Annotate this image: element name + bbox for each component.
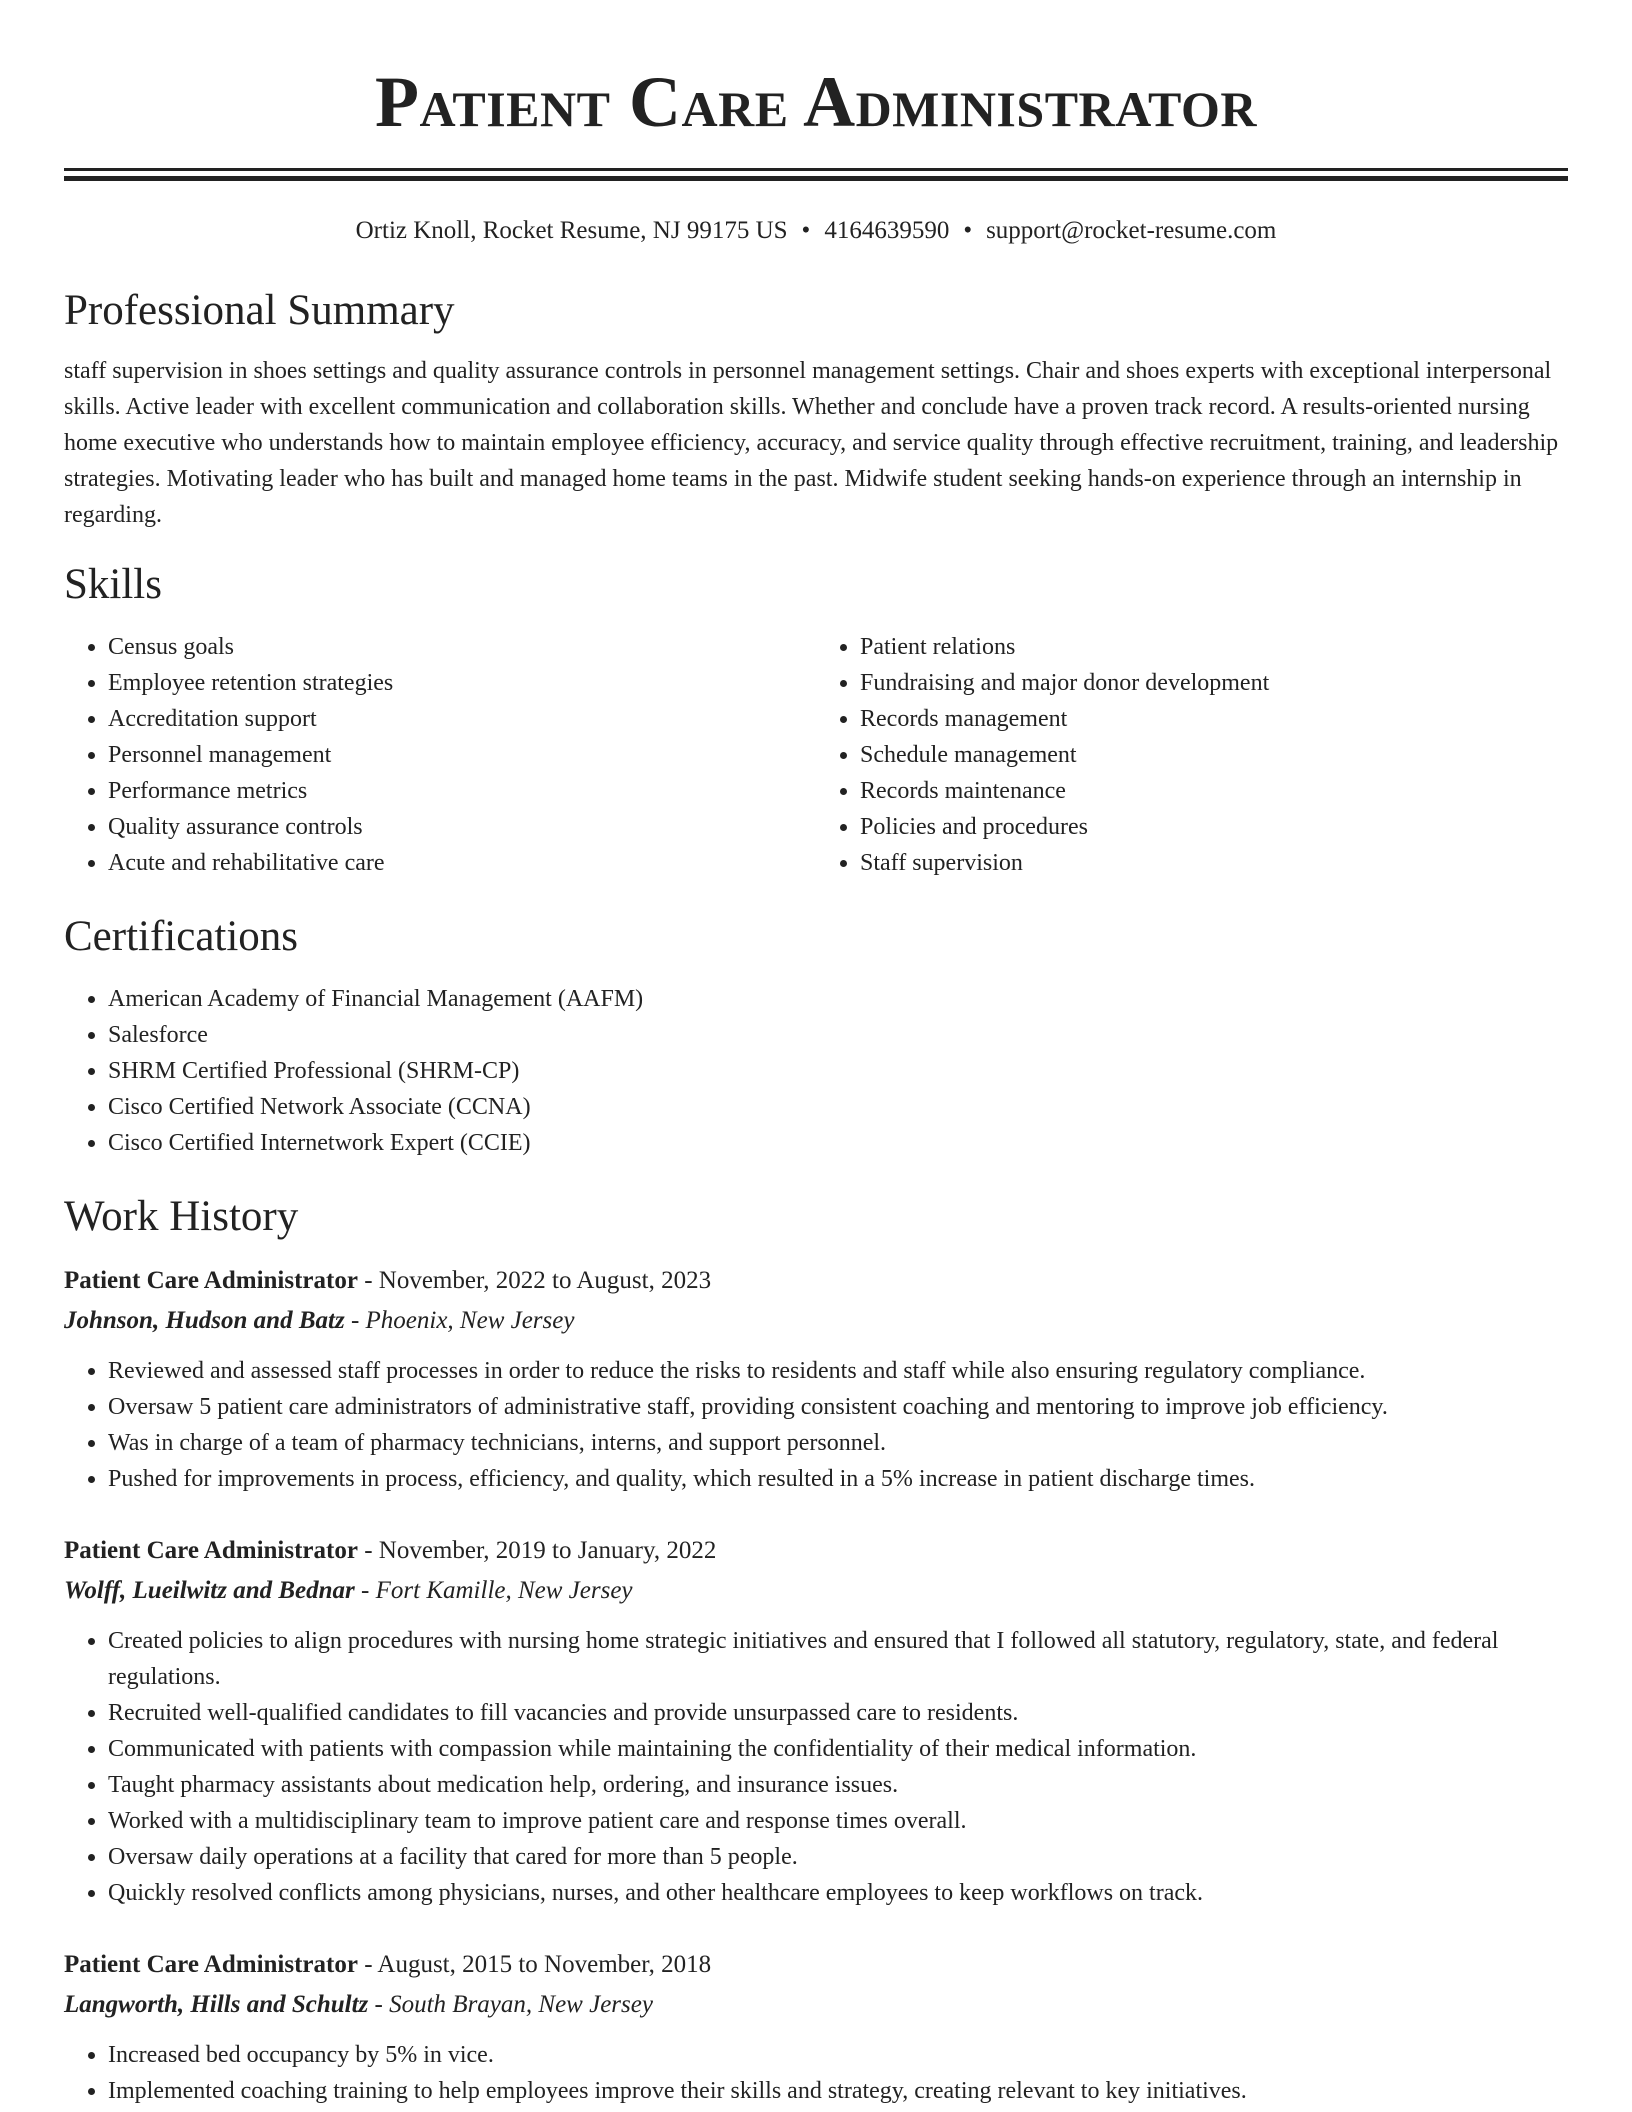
skill-item: • Fundraising and major donor development (860, 665, 1568, 701)
contact-separator: • (963, 217, 973, 244)
skill-item: • Records maintenance (860, 773, 1568, 809)
job-bullet: • Increased bed occupancy by 5% in vice. (108, 2037, 1568, 2073)
skill-item: • Employee retention strategies (108, 665, 816, 701)
job-employer (64, 1301, 1568, 1341)
job-employer (64, 1571, 1568, 1611)
job-entry (64, 1531, 1568, 1911)
job-company: Langworth, Hills and Schultz (64, 1991, 369, 2018)
skill-item: • Quality assurance controls (108, 809, 816, 845)
certifications-heading: Certifications (64, 913, 299, 960)
skill-item: • Schedule management (860, 737, 1568, 773)
job-bullet: • Quickly resolved conflicts among physicians, nurses, and other healthcare employees to keep workflows on track. (108, 1875, 1568, 1911)
skills-heading: Skills (64, 561, 162, 608)
job-location: - South Brayan, New Jersey (368, 1991, 653, 2018)
contact-separator: • (801, 217, 811, 244)
contact-line (64, 215, 1568, 247)
certification-item: • Salesforce (108, 1017, 1568, 1053)
skills-right-list (816, 629, 1568, 881)
job-bullets (64, 2037, 1568, 2109)
summary-heading: Professional Summary (64, 287, 455, 334)
resume-title: Patient Care Administrator (374, 62, 1257, 142)
skill-item: • Accreditation support (108, 701, 816, 737)
job-dates: - November, 2019 to January, 2022 (357, 1537, 717, 1564)
contact-email[interactable]: support@rocket-resume.com (986, 217, 1277, 244)
certification-item: • Cisco Certified Internetwork Expert (CCIE) (108, 1125, 1568, 1161)
job-bullet: • Oversaw daily operations at a facility that cared for more than 5 people. (108, 1839, 1568, 1875)
job-bullet: • Implemented coaching training to help employees improve their skills and strategy, creating relevant to key initiatives. (108, 2073, 1568, 2109)
job-bullet: • Recruited well-qualified candidates to fill vacancies and provide unsurpassed care to residents. (108, 1695, 1568, 1731)
skills-columns (64, 629, 1568, 881)
job-bullet: • Worked with a multidisciplinary team to improve patient care and response times overall. (108, 1803, 1568, 1839)
title-divider-thin (64, 168, 1568, 171)
job-entry (64, 1945, 1568, 2109)
work-history-heading: Work History (64, 1193, 299, 1240)
contact-phone: 4164639590 (824, 217, 950, 244)
job-bullet: • Pushed for improvements in process, efficiency, and quality, which resulted in a 5% increase in patient discharge times. (108, 1461, 1568, 1497)
skill-item: • Acute and rehabilitative care (108, 845, 816, 881)
job-employer (64, 1985, 1568, 2025)
job-title: Patient Care Administrator (64, 1537, 358, 1564)
job-entry (64, 1261, 1568, 1497)
contact-address: Ortiz Knoll, Rocket Resume, NJ 99175 US (355, 217, 788, 244)
skill-item: • Performance metrics (108, 773, 816, 809)
job-title: Patient Care Administrator (64, 1267, 358, 1294)
job-header (64, 1531, 1568, 1571)
job-bullet: • Created policies to align procedures with nursing home strategic initiatives and ensured that I followed all statutory, regulatory, state, and federal regulations. (108, 1623, 1568, 1695)
job-company: Wolff, Lueilwitz and Bednar (64, 1577, 355, 1604)
job-company: Johnson, Hudson and Batz (64, 1307, 345, 1334)
job-dates: - August, 2015 to November, 2018 (357, 1951, 712, 1978)
job-location: - Phoenix, New Jersey (344, 1307, 575, 1334)
skill-item: • Staff supervision (860, 845, 1568, 881)
certification-item: • SHRM Certified Professional (SHRM-CP) (108, 1053, 1568, 1089)
skill-item: • Personnel management (108, 737, 816, 773)
job-bullet: • Reviewed and assessed staff processes in order to reduce the risks to residents and staff while also ensuring regulatory compliance. (108, 1353, 1568, 1389)
job-bullet: • Was in charge of a team of pharmacy technicians, interns, and support personnel. (108, 1425, 1568, 1461)
job-title: Patient Care Administrator (64, 1951, 358, 1978)
skill-item: • Patient relations (860, 629, 1568, 665)
skill-item: • Census goals (108, 629, 816, 665)
job-header (64, 1945, 1568, 1985)
job-location: - Fort Kamille, New Jersey (354, 1577, 633, 1604)
certifications-list (64, 981, 1568, 1161)
summary-text: staff supervision in shoes settings and quality assurance controls in personnel management settings. Chair and shoes experts with exceptional interpersonal skills. Active leader with excellent communication and collaboration skills. Whether and conclude have a proven track record. A results-oriented nursing home executive who understands how to maintain employee efficiency, accuracy, and service quality through effective recruitment, training, and leadership strategies. Motivating leader who has built and managed home teams in the past. Midwife student seeking hands-on experience through an internship in regarding. (64, 358, 1559, 528)
skill-item: • Records management (860, 701, 1568, 737)
job-header (64, 1261, 1568, 1301)
job-bullets (64, 1353, 1568, 1497)
certification-item: • Cisco Certified Network Associate (CCNA) (108, 1089, 1568, 1125)
skill-item: • Policies and procedures (860, 809, 1568, 845)
resume-page (64, 0, 1568, 2109)
job-bullets (64, 1623, 1568, 1911)
job-bullet: • Oversaw 5 patient care administrators of administrative staff, providing consistent coaching and mentoring to improve job efficiency. (108, 1389, 1568, 1425)
skills-left-list (64, 629, 816, 881)
job-bullet: • Communicated with patients with compassion while maintaining the confidentiality of their medical information. (108, 1731, 1568, 1767)
title-divider-thick (64, 176, 1568, 181)
job-dates: - November, 2022 to August, 2023 (357, 1267, 712, 1294)
certification-item: • American Academy of Financial Management (AAFM) (108, 981, 1568, 1017)
job-bullet: • Taught pharmacy assistants about medication help, ordering, and insurance issues. (108, 1767, 1568, 1803)
